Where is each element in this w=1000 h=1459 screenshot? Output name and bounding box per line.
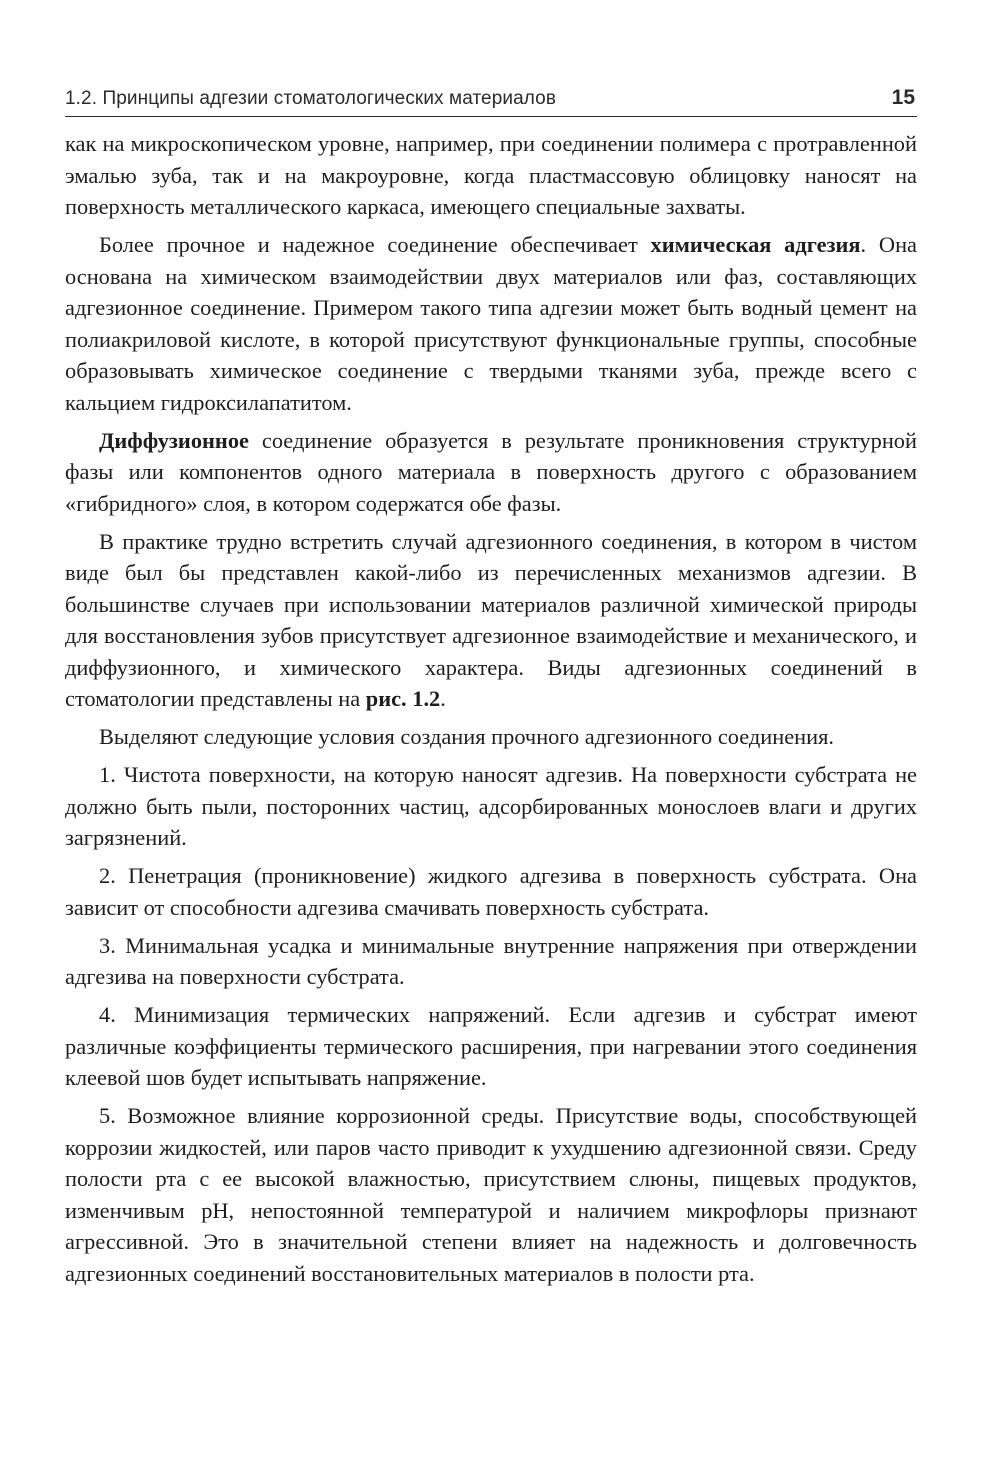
paragraph-text: 3. Минимальная усадка и минимальные внутренние напряжения при отверждении адгезива на поверхности субстрата.: [65, 932, 917, 989]
paragraph-text: как на микроскопическом уровне, например, при соединении полимера с протравленной эмалью зуба, так и на макроуровне, когда пластмассовую облицовку наносят на поверхность металлического каркаса, имеющего специальные захваты.: [65, 131, 917, 219]
paragraph-text: 5. Возможное влияние коррозионной среды. Присутствие воды, способствующей коррозии жидкостей, или паров часто приводит к ухудшению адгезионной связи. Среду полости рта с ее высокой влажностью, присутствием слюны, пищевых продуктов, изменчивым pH, непостоянной температурой и наличием микрофлоры признают агрессивной. Это в значительной степени влияет на надежность и долговечность адгезионных соединений восстановительных материалов в полости рта.: [65, 1103, 917, 1286]
paragraph-practice: [65, 526, 917, 715]
figure-reference: рис. 1.2: [365, 686, 441, 711]
paragraph-text: .: [440, 686, 446, 711]
paragraph-text: Выделяют следующие условия создания прочного адгезионного соединения.: [99, 724, 835, 749]
paragraph-diffusion: [65, 425, 917, 520]
term-diffusion: Диффузионное: [99, 427, 249, 453]
list-item-5: [65, 1100, 917, 1289]
list-item-1: [65, 759, 917, 854]
paragraph-text: Более прочное и надежное соединение обеспечивает: [99, 232, 651, 257]
list-item-3: [65, 930, 917, 993]
page-number: 15: [891, 86, 915, 109]
term-chemical-adhesion: химическая адгезия: [650, 232, 861, 257]
section-title: 1.2. Принципы адгезии стоматологических материалов: [65, 88, 557, 109]
running-head: [65, 86, 917, 117]
paragraph-chemical-adhesion: [65, 229, 917, 418]
list-item-4: [65, 999, 917, 1094]
paragraph-continuation: [65, 128, 917, 223]
paragraph-conditions-intro: [65, 721, 917, 753]
paragraph-text: 2. Пенетрация (проникновение) жидкого адгезива в поверхность субстрата. Она зависит от способности адгезива смачивать поверхность субстрата.: [65, 863, 917, 920]
paragraph-text: 1. Чистота поверхности, на которую наносят адгезив. На поверхности субстрата не должно быть пыли, посторонних частиц, адсорбированных монослоев влаги и других загрязнений.: [65, 762, 917, 850]
body-text: [65, 128, 917, 1296]
paragraph-text: 4. Минимизация термических напряжений. Если адгезив и субстрат имеют различные коэффициенты термического расширения, при нагревании этого соединения клеевой шов будет испытывать напряжение.: [65, 1002, 917, 1090]
paragraph-text: . Она основана на химическом взаимодействии двух материалов или фаз, составляющих адгезионное соединение. Примером такого типа адгезии может быть водный цемент на полиакриловой кислоте, в которой присутствуют функциональные группы, способные образовывать химическое соединение с твердыми тканями зуба, прежде всего с кальцием гидроксилапатитом.: [65, 232, 917, 415]
list-item-2: [65, 860, 917, 923]
paragraph-text: В практике трудно встретить случай адгезионного соединения, в котором в чистом виде был бы представлен какой-либо из перечисленных механизмов адгезии. В большинстве случаев при использовании материалов различной химической природы для восстановления зубов присутствует адгезионное взаимодействие и механического, и диффузионного, и химического характера. Виды адгезионных соединений в стоматологии представлены на: [65, 528, 917, 711]
paragraph-text: соединение образуется в результате проникновения структурной фазы или компонентов одного материала в поверхность другого с образованием «гибридного» слоя, в котором содержатся обе фазы.: [65, 427, 917, 516]
